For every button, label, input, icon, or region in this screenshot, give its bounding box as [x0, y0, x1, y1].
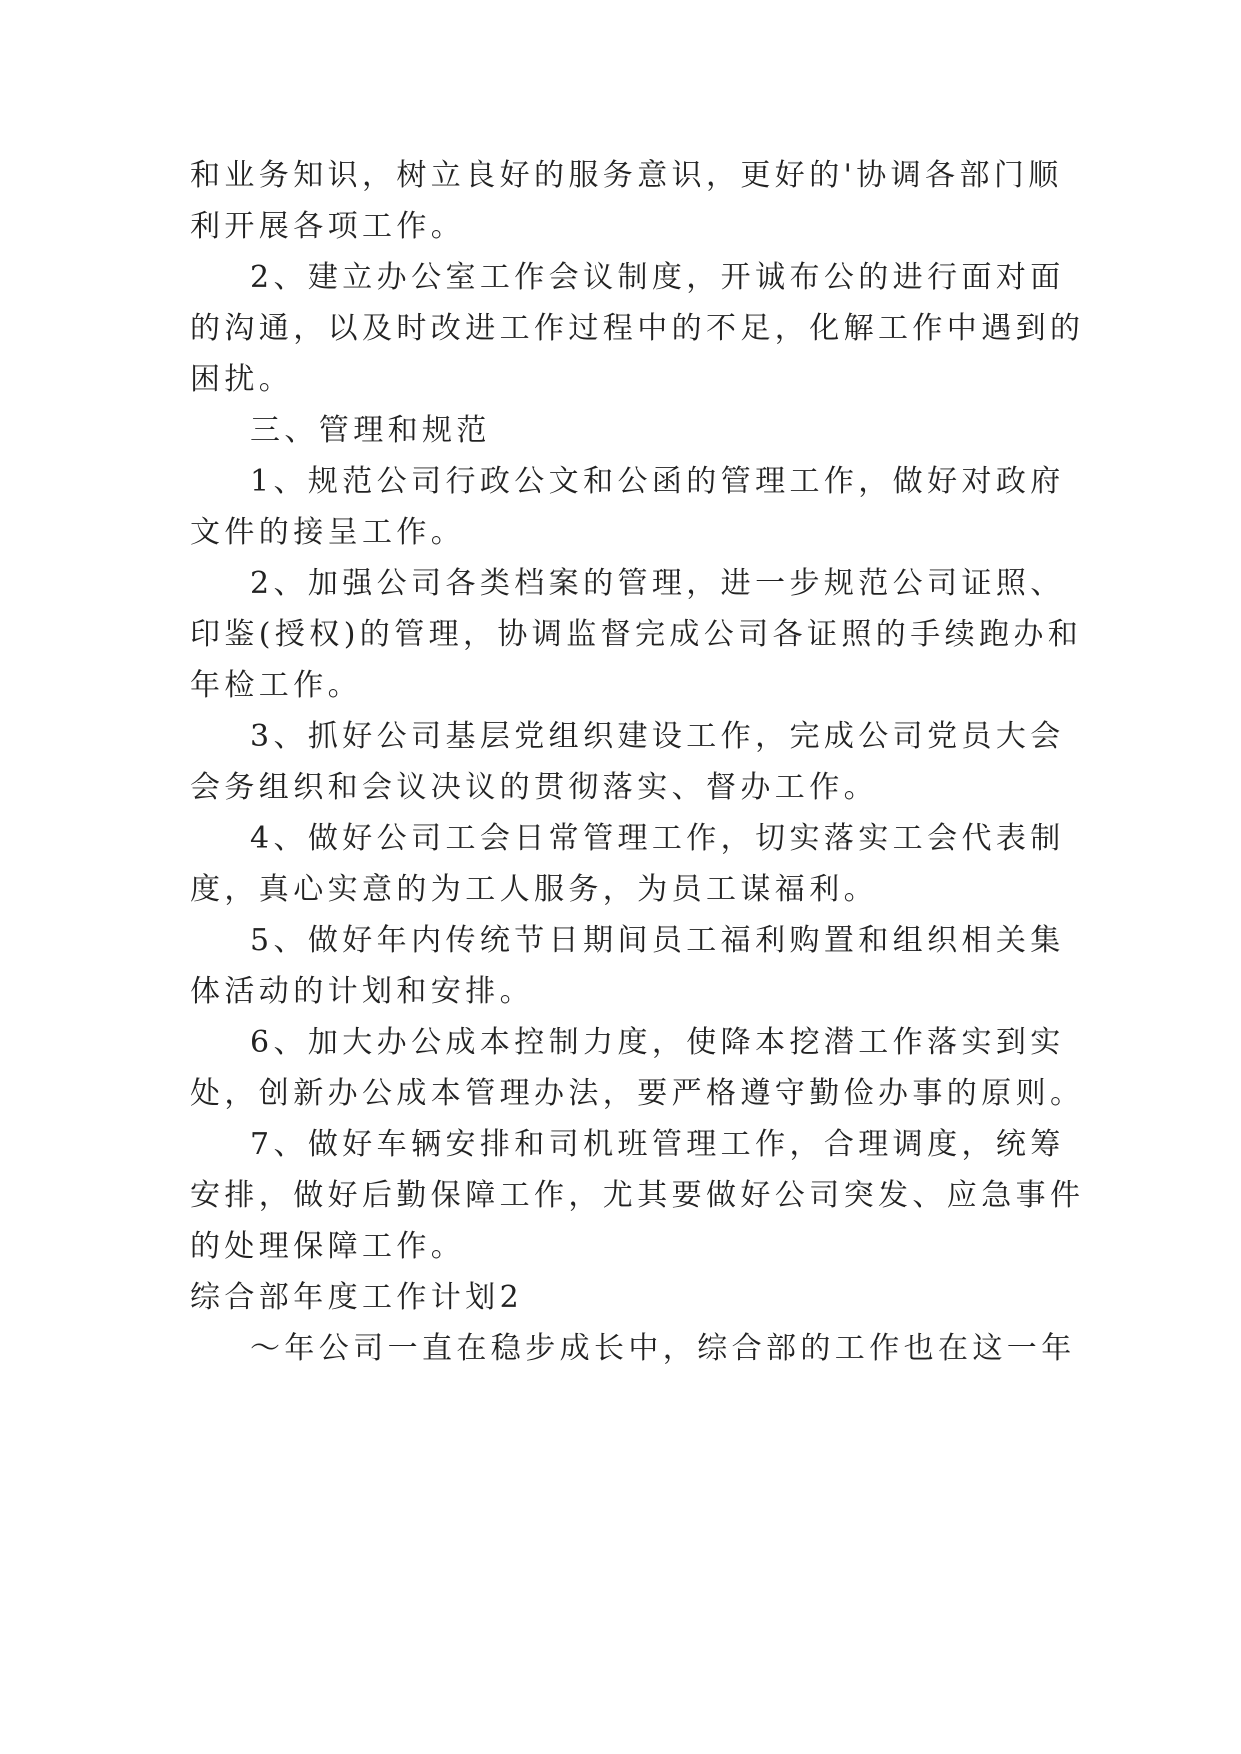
text-line: 6、加大办公成本控制力度，使降本挖潜工作落实到实: [250, 1025, 1065, 1060]
text-line: 5、做好年内传统节日期间员工福利购置和组织相关集: [250, 923, 1065, 958]
text-line: 的处理保障工作。: [190, 1229, 466, 1264]
text-line: 3、抓好公司基层党组织建设工作，完成公司党员大会: [250, 719, 1065, 754]
text-line: 1、规范公司行政公文和公函的管理工作，做好对政府: [250, 464, 1065, 499]
text-line: 和业务知识，树立良好的服务意识，更好的'协调各部门顺: [190, 158, 1063, 193]
text-line: 2、加强公司各类档案的管理，进一步规范公司证照、: [250, 566, 1065, 601]
text-line: 度，真心实意的为工人服务，为员工谋福利。: [190, 872, 878, 907]
text-line: 处，创新办公成本管理办法，要严格遵守勤俭办事的原则。: [190, 1076, 1085, 1111]
text-line: 文件的接呈工作。: [190, 515, 466, 550]
text-line: 年检工作。: [190, 668, 362, 703]
text-line: ～年公司一直在稳步成长中，综合部的工作也在这一年: [250, 1331, 1076, 1366]
text-line: 体活动的计划和安排。: [190, 974, 534, 1009]
text-line: 安排，做好后勤保障工作，尤其要做好公司突发、应急事件: [190, 1178, 1085, 1213]
text-line: 印鉴(授权)的管理，协调监督完成公司各证照的手续跑办和: [190, 617, 1083, 652]
text-line: 7、做好车辆安排和司机班管理工作，合理调度，统筹: [250, 1127, 1065, 1162]
text-line: 2、建立办公室工作会议制度，开诚布公的进行面对面: [250, 260, 1065, 295]
text-line: 困扰。: [190, 362, 294, 397]
document-subtitle: 综合部年度工作计划2: [190, 1280, 524, 1315]
text-line: 会务组织和会议决议的贯彻落实、督办工作。: [190, 770, 878, 805]
section-heading: 三、管理和规范: [250, 413, 491, 448]
text-line: 利开展各项工作。: [190, 209, 466, 244]
text-line: 4、做好公司工会日常管理工作，切实落实工会代表制: [250, 821, 1065, 856]
text-line: 的沟通，以及时改进工作过程中的不足，化解工作中遇到的: [190, 311, 1085, 346]
